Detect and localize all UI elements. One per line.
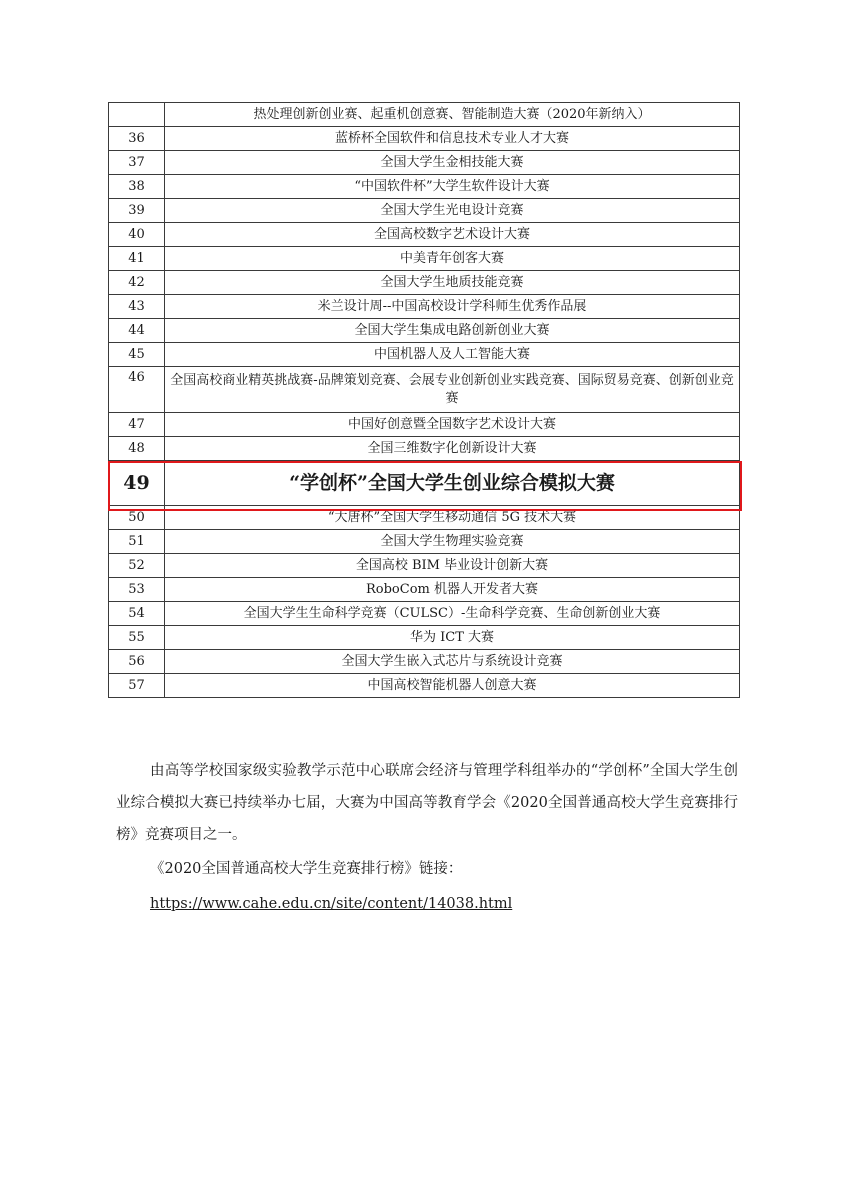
row-number: 54 [109,602,165,626]
competition-table [108,102,740,698]
competition-name: “中国软件杯”大学生软件设计大赛 [165,175,740,199]
row-number: 53 [109,578,165,602]
row-number: 46 [109,367,165,413]
row-number: 43 [109,295,165,319]
competition-name: RoboCom 机器人开发者大赛 [165,578,740,602]
table-row [109,674,740,698]
row-number: 50 [109,506,165,530]
competition-name: “学创杯”全国大学生创业综合模拟大赛 [165,461,740,506]
row-number [109,103,165,127]
competition-name: 热处理创新创业赛、起重机创意赛、智能制造大赛（2020年新纳入） [165,103,740,127]
table-row [109,413,740,437]
competition-name: 全国大学生物理实验竞赛 [165,530,740,554]
competition-name: 全国大学生集成电路创新创业大赛 [165,319,740,343]
competition-name: 全国大学生金相技能大赛 [165,151,740,175]
row-number: 37 [109,151,165,175]
table-row [109,151,740,175]
row-number: 52 [109,554,165,578]
competition-name: 全国大学生生命科学竞赛（CULSC）-生命科学竞赛、生命创新创业大赛 [165,602,740,626]
table-row [109,295,740,319]
table-row [109,367,740,413]
competition-name: 中美青年创客大赛 [165,247,740,271]
row-number: 56 [109,650,165,674]
table-row [109,127,740,151]
competition-name: 全国高校商业精英挑战赛-品牌策划竞赛、会展专业创新创业实践竞赛、国际贸易竞赛、创新创业竞赛 [165,367,740,413]
table-row-highlighted [109,461,740,506]
competition-name: 全国高校数字艺术设计大赛 [165,223,740,247]
competition-name: 中国高校智能机器人创意大赛 [165,674,740,698]
table-row [109,437,740,461]
row-number: 49 [109,461,165,506]
table-row [109,626,740,650]
competition-name: 全国大学生光电设计竞赛 [165,199,740,223]
competition-name: 中国机器人及人工智能大赛 [165,343,740,367]
table-row [109,506,740,530]
competition-name: 全国三维数字化创新设计大赛 [165,437,740,461]
competition-name: 全国大学生嵌入式芯片与系统设计竞赛 [165,650,740,674]
row-number: 57 [109,674,165,698]
table-row [109,578,740,602]
table-row [109,223,740,247]
row-number: 41 [109,247,165,271]
competition-name: 全国大学生地质技能竞赛 [165,271,740,295]
table-row [109,103,740,127]
intro-paragraph: 由高等学校国家级实验教学示范中心联席会经济与管理学科组举办的“学创杯”全国大学生创业综合模拟大赛已持续举办七届，大赛为中国高等教育学会《2020全国普通高校大学生竞赛排行榜》竞赛项目之一。 [116,763,738,843]
row-number: 48 [109,437,165,461]
row-number: 40 [109,223,165,247]
table-row [109,602,740,626]
row-number: 55 [109,626,165,650]
table-row [109,319,740,343]
row-number: 45 [109,343,165,367]
table-row [109,343,740,367]
row-number: 38 [109,175,165,199]
table-row [109,175,740,199]
competition-name: 蓝桥杯全国软件和信息技术专业人才大赛 [165,127,740,151]
competition-name: 全国高校 BIM 毕业设计创新大赛 [165,554,740,578]
row-number: 39 [109,199,165,223]
row-number: 47 [109,413,165,437]
row-number: 42 [109,271,165,295]
table-row [109,199,740,223]
table-row [109,271,740,295]
row-number: 51 [109,530,165,554]
competition-name: “大唐杯”全国大学生移动通信 5G 技术大赛 [165,506,740,530]
table-row [109,530,740,554]
table-row [109,247,740,271]
table-row [109,650,740,674]
row-number: 36 [109,127,165,151]
table-row [109,554,740,578]
row-number: 44 [109,319,165,343]
competition-name: 米兰设计周--中国高校设计学科师生优秀作品展 [165,295,740,319]
competition-name: 华为 ICT 大赛 [165,626,740,650]
competition-name: 中国好创意暨全国数字艺术设计大赛 [165,413,740,437]
ranking-link[interactable]: https://www.cahe.edu.cn/site/content/14038.html [150,896,513,912]
link-label: 《2020全国普通高校大学生竞赛排行榜》链接： [150,861,463,877]
